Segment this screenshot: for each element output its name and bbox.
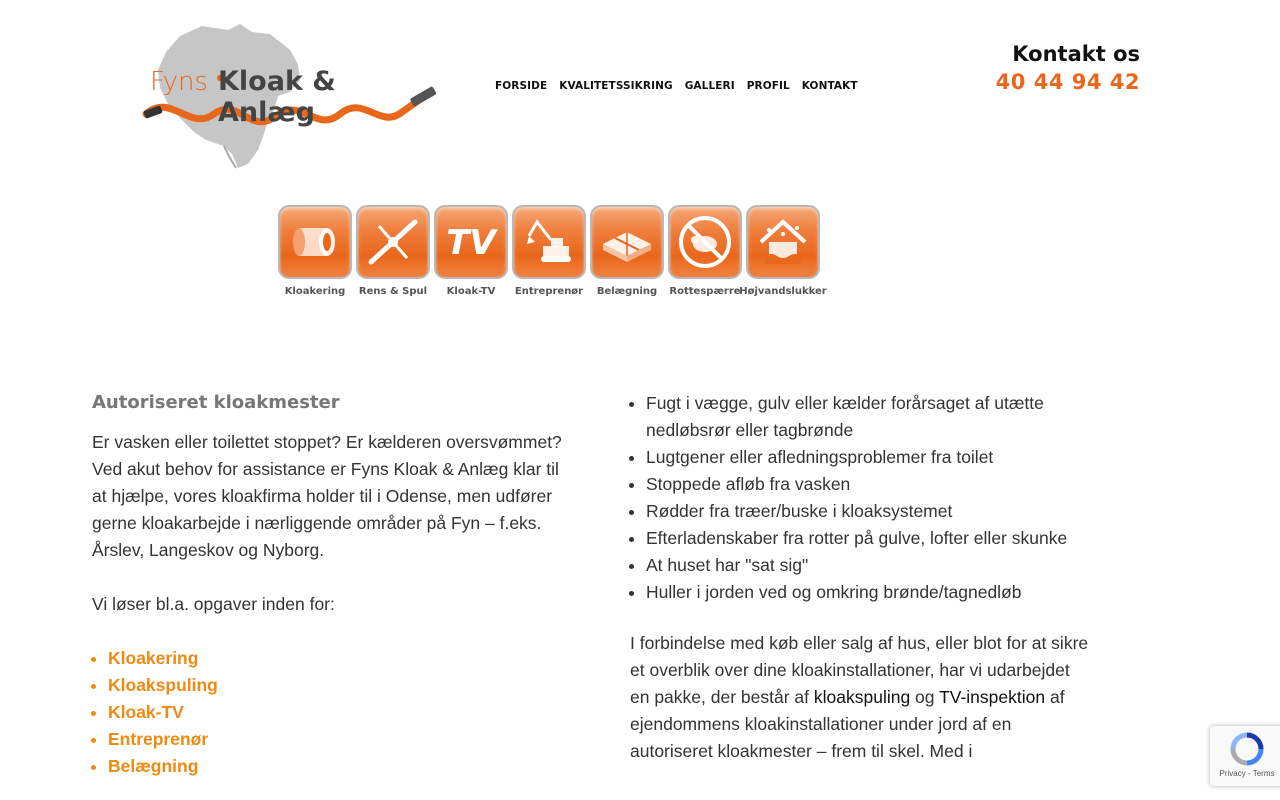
contact-phone[interactable]: 40 44 94 42 [995, 70, 1140, 94]
list-item: • Efterladenskaber fra rotter på gulve, lofter eller skunke [646, 525, 1090, 552]
task-link-kloak-tv[interactable]: Kloak-TV [108, 702, 184, 722]
contact-title: Kontakt os [1012, 42, 1140, 66]
tv-icon [434, 205, 508, 279]
service-label: Kloakering [284, 286, 346, 297]
list-item [108, 672, 562, 699]
task-link-kloakspuling[interactable]: Kloakspuling [108, 675, 218, 695]
nav-item-kontakt[interactable]: KONTAKT [801, 80, 858, 92]
paving-icon [590, 205, 664, 279]
recaptcha-links[interactable]: Privacy - Terms [1219, 769, 1275, 778]
nav-item-profil[interactable]: PROFIL [746, 80, 790, 92]
list-item: • At huset har "sat sig" [646, 552, 1090, 579]
package-link-kloakspuling[interactable]: kloakspuling [813, 687, 911, 707]
list-item [108, 726, 562, 753]
list-item [108, 645, 562, 672]
service-rottesparre[interactable] [668, 205, 742, 297]
list-item: • Huller i jorden ved og omkring brønde/tagnedløb [646, 579, 1090, 606]
service-label: Rens & Spul [358, 286, 428, 297]
content-left [92, 392, 562, 780]
service-entreprenor[interactable] [512, 205, 586, 297]
nav-item-forside[interactable]: FORSIDE [495, 80, 548, 92]
task-link-belaegning[interactable]: Belægning [108, 756, 199, 776]
recaptcha-badge[interactable] [1210, 726, 1280, 786]
service-label: Entreprenør [514, 286, 584, 297]
service-label: Rottespærre [669, 286, 741, 297]
intro-paragraph: Er vasken eller toilettet stoppet? Er kælderen oversvømmet? Ved akut behov for assistance er Fyns Kloak & Anlæg klar til at hjælpe, vores kloakfirma holder til i Odense, men udfører gerne kloakarbejde i nærliggende områder på Fyn – f.eks. Årslev, Langeskov og Nyborg. [92, 432, 562, 560]
service-hojvandslukker[interactable] [739, 205, 827, 297]
list-item [108, 753, 562, 780]
service-rens-spul[interactable] [356, 205, 430, 297]
no-rat-icon [668, 205, 742, 279]
service-kloakering[interactable] [278, 205, 352, 297]
nav-item-kvalitetssikring[interactable]: KVALITETSSIKRING [559, 80, 673, 92]
service-label: Belægning [596, 286, 658, 297]
recaptcha-icon [1230, 732, 1264, 766]
service-label: Højvandslukker [739, 286, 827, 297]
tasks-intro: Vi løser bl.a. opgaver inden for: [92, 594, 335, 614]
list-item: • Rødder fra træer/buske i kloaksystemet [646, 498, 1090, 525]
list-item: • Lugtgener eller afledningsproblemer fra toilet [646, 444, 1090, 471]
logo-text-main: Kloak & Anlæg [218, 66, 336, 128]
main-navigation [495, 80, 858, 92]
flood-house-icon [746, 205, 820, 279]
list-item [108, 699, 562, 726]
package-paragraph [630, 630, 1090, 765]
package-link-tv-inspektion[interactable]: TV-inspektion [939, 687, 1046, 707]
list-item: • Fugt i vægge, gulv eller kælder forårsaget af utætte nedløbsrør eller tagbrønde [646, 390, 1090, 444]
svg-text:TV: TV [446, 223, 496, 263]
package-text-1: I forbindelse med køb eller salg af hus, eller blot for at sikre et overblik over dine kloakinstallationer, har vi udarbejdet en pakke, der består af [630, 633, 1089, 707]
list-item: • Stoppede afløb fra vasken [646, 471, 1090, 498]
spray-nozzle-icon [356, 205, 430, 279]
site-logo[interactable] [140, 22, 442, 170]
logo-text-prefix: Fyns [150, 67, 208, 97]
service-belaegning[interactable] [590, 205, 664, 297]
contact-block [996, 42, 1140, 94]
services-menu [278, 205, 827, 297]
excavator-icon [512, 205, 586, 279]
package-text-2: og [910, 687, 940, 707]
content-right [630, 390, 1090, 765]
nav-item-galleri[interactable]: GALLERI [684, 80, 735, 92]
task-link-entreprenor[interactable]: Entreprenør [108, 729, 209, 749]
task-link-kloakering[interactable]: Kloakering [108, 648, 199, 668]
problems-list [630, 390, 1090, 606]
package-text-3: af ejendommens kloakinstallationer under jord af en autoriseret kloakmester – frem til skel. Med i [630, 687, 1065, 761]
service-kloak-tv[interactable] [434, 205, 508, 297]
page-heading: Autoriseret kloakmester [92, 392, 340, 413]
task-links-list [92, 645, 562, 780]
service-label: Kloak-TV [446, 286, 496, 297]
pipe-icon [278, 205, 352, 279]
